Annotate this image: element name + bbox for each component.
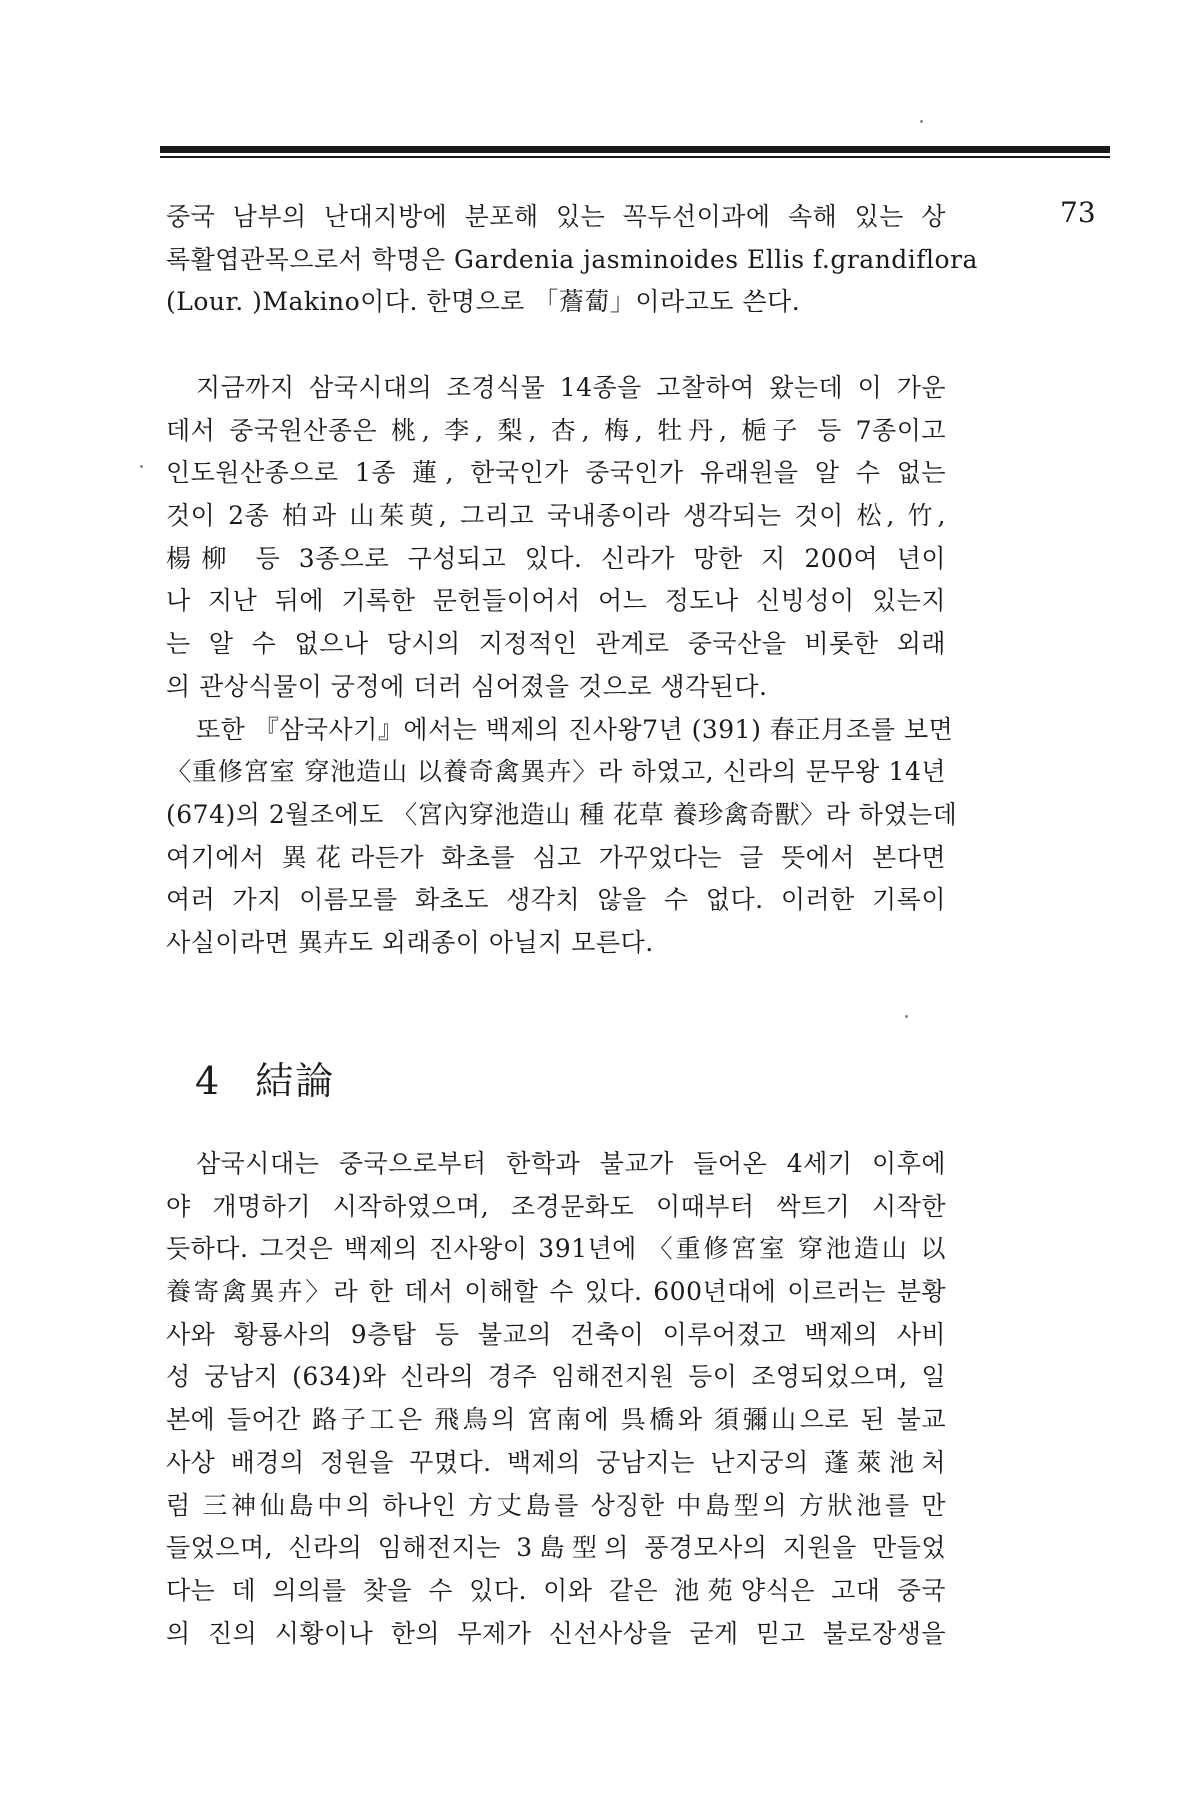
text-line: 듯하다. 그것은 백제의 진사왕이 391년에 〈重修宮室 穿池造山 以 <box>166 1234 946 1264</box>
text-line: 나 지난 뒤에 기록한 문헌들이어서 어느 정도나 신빙성이 있는지 <box>166 586 946 616</box>
text-line: 다는 데 의의를 찾을 수 있다. 이와 같은 池苑양식은 고대 중국 <box>166 1575 946 1605</box>
section-title: 結論 <box>255 1059 336 1103</box>
text-line: 의 관상식물이 궁정에 더러 심어졌을 것으로 생각된다. <box>166 671 768 701</box>
section-number: 4 <box>195 1059 222 1103</box>
text-line: 중국 남부의 난대지방에 분포해 있는 꼭두선이과에 속해 있는 상 <box>166 202 946 231</box>
text-line: 사와 황룡사의 9층탑 등 불교의 건축이 이루어졌고 백제의 사비 <box>166 1319 946 1349</box>
text-line: 楊柳 등 3종으로 구성되고 있다. 신라가 망한 지 200여 년이 <box>166 543 946 573</box>
text-line: 들었으며, 신라의 임해전지는 3島型의 풍경모사의 지원을 만들었 <box>166 1533 946 1563</box>
text-line: 성 궁남지 (634)와 신라의 경주 임해전지원 등이 조영되었으며, 일 <box>166 1362 946 1392</box>
text-line: 또한 『삼국사기』에서는 백제의 진사왕7년 (391) 春正月조를 보면 <box>196 714 954 744</box>
paragraph-gardenia <box>166 196 978 324</box>
text-line: 지금까지 삼국시대의 조경식물 14종을 고찰하여 왔는데 이 가운 <box>196 373 946 402</box>
text-line: 는 알 수 없으나 당시의 지정적인 관계로 중국산을 비롯한 외래 <box>166 629 946 659</box>
paper-speck <box>920 120 923 123</box>
page-number: 73 <box>1060 196 1096 229</box>
paper-speck <box>140 465 143 468</box>
text-line: (674)의 2월조에도 〈宮內穿池造山 種 花草 養珍禽奇獸〉라 하였는데 <box>166 799 958 829</box>
paragraph-conclusion <box>166 1143 946 1655</box>
text-line: 사상 배경의 정원을 꾸몄다. 백제의 궁남지는 난지궁의 蓬萊池처 <box>166 1447 946 1477</box>
text-line: (Lour. )Makino이다. 한명으로 「薝蔔」이라고도 쓴다. <box>166 287 801 317</box>
text-line: 삼국시대는 중국으로부터 한학과 불교가 들어온 4세기 이후에 <box>196 1149 946 1178</box>
paragraph-plant-summary <box>166 367 958 965</box>
text-line: 의 진의 시황이나 한의 무제가 신선사상을 굳게 믿고 불로장생을 <box>166 1618 946 1648</box>
text-line: 사실이라면 異卉도 외래종이 아닐지 모른다. <box>166 927 654 957</box>
text-line: 데서 중국원산종은 桃, 李, 梨, 杏, 梅, 牡丹, 梔子 등 7종이고 <box>166 415 946 445</box>
section-heading <box>195 1050 335 1105</box>
text-line: 養寄禽異卉〉라 한 데서 이해할 수 있다. 600년대에 이르러는 분황 <box>166 1277 946 1307</box>
text-line: 야 개명하기 시작하였으며, 조경문화도 이때부터 싹트기 시작한 <box>166 1191 946 1221</box>
text-line: 럼 三神仙島中의 하나인 方丈島를 상징한 中島型의 方狀池를 만 <box>166 1490 946 1520</box>
text-line: 여기에서 異花라든가 화초를 심고 가꾸었다는 글 뜻에서 본다면 <box>166 842 946 872</box>
text-line: 록활엽관목으로서 학명은 Gardenia jasminoides Ellis f.grandiflora <box>166 244 978 274</box>
text-line: 것이 2종 柏과 山茱萸, 그리고 국내종이라 생각되는 것이 松, 竹, <box>166 501 946 531</box>
text-line: 인도원산종으로 1종 蓮, 한국인가 중국인가 유래원을 알 수 없는 <box>166 458 946 488</box>
text-line: 여러 가지 이름모를 화초도 생각치 않을 수 없다. 이러한 기록이 <box>166 885 946 915</box>
text-line: 본에 들어간 路子工은 飛鳥의 宮南에 呉橋와 須彌山으로 된 불교 <box>166 1405 946 1435</box>
header-rule-thick <box>160 146 1110 153</box>
text-line: 〈重修宮室 穿池造山 以養奇禽異卉〉라 하였고, 신라의 문무왕 14년 <box>166 757 946 787</box>
paper-speck <box>905 1015 908 1018</box>
header-rule-thin <box>160 156 1110 158</box>
